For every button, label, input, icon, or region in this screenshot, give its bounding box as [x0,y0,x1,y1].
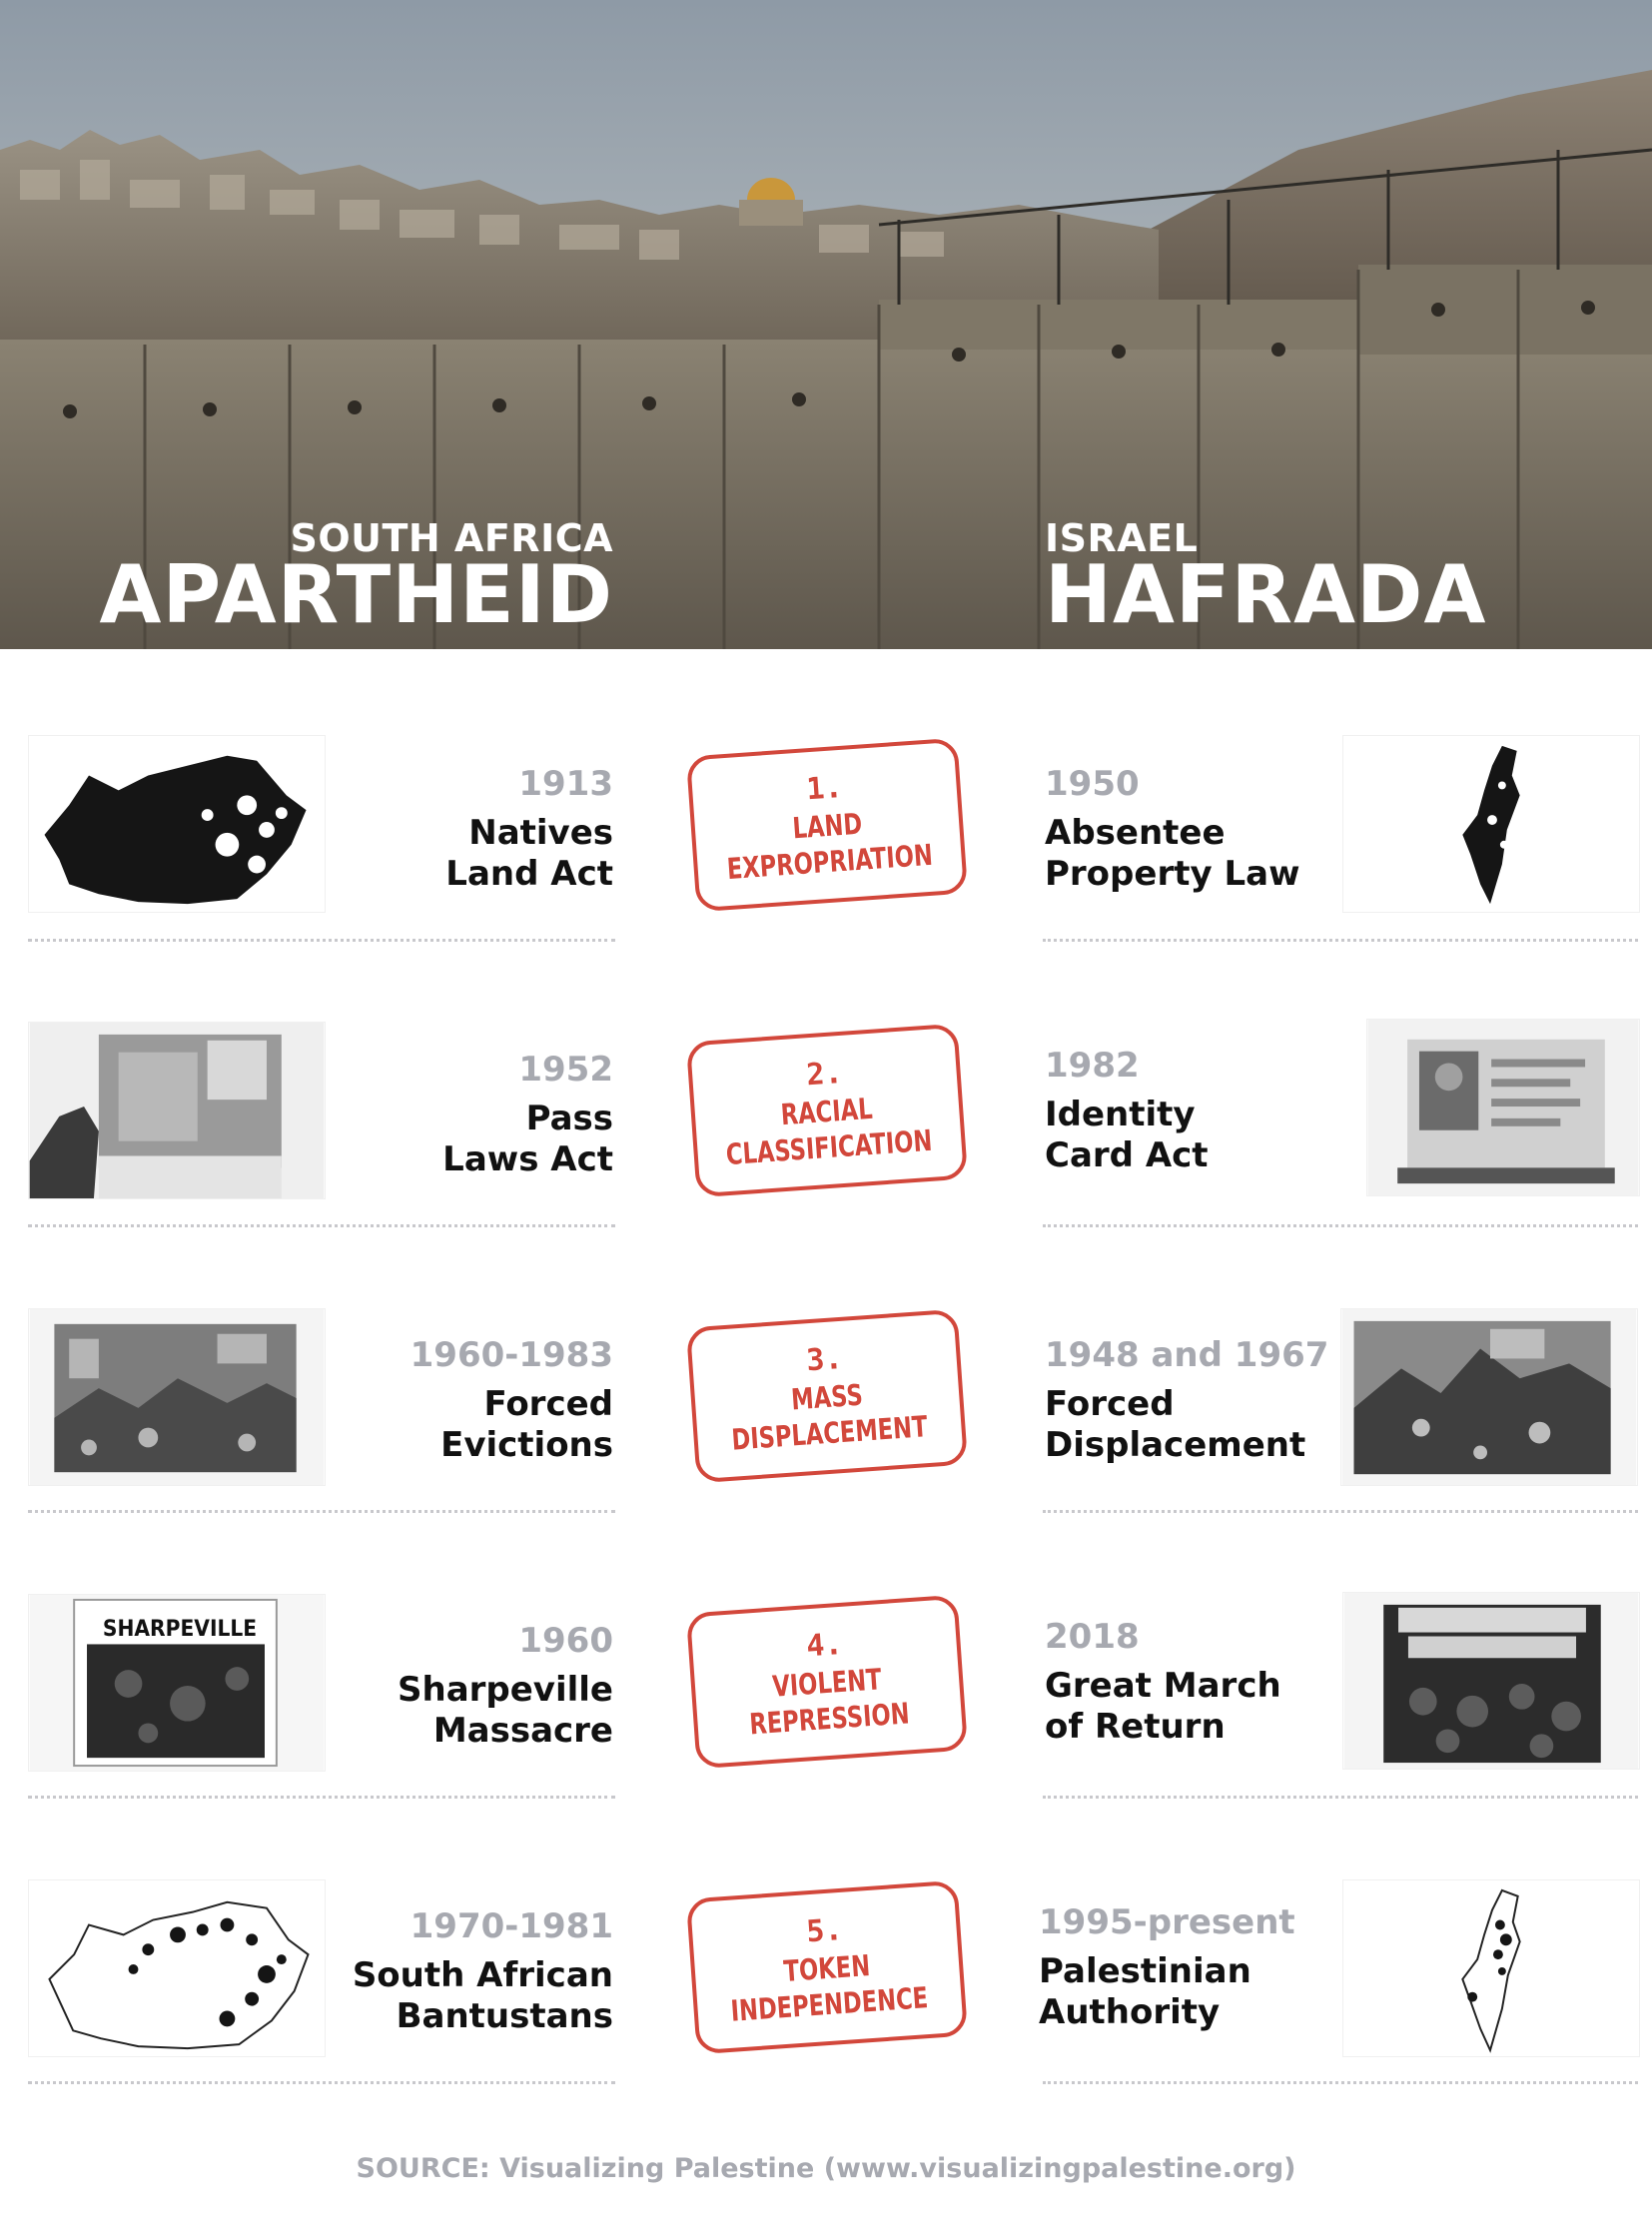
category-stamp [686,1024,968,1198]
row-divider [28,1510,615,1513]
category-label: VIOLENT REPRESSION [748,1662,911,1742]
row-divider [1043,1224,1638,1227]
event-year: 1948 and 1967 [1045,1335,1329,1375]
palestine-map-image [1342,735,1640,913]
event-title: Natives Land Act [445,813,613,894]
category-number: 2. [805,1055,844,1094]
event-title: Absentee Property Law [1045,813,1300,894]
demolition-photo-image [28,1308,326,1486]
hero-banner [0,0,1652,649]
right-system-title: HAFRADA [1045,548,1487,641]
event-year: 1995-present [1039,1902,1295,1942]
category-stamp [686,738,968,913]
category-number: 1. [805,769,844,808]
category-stamp [686,1595,968,1770]
row-divider [1043,939,1638,942]
left-system-title: APARTHEID [99,548,613,641]
event-title: Identity Card Act [1045,1095,1209,1175]
event-year: 1960 [518,1621,613,1661]
category-label: LAND EXPROPRIATION [725,806,934,887]
category-label: TOKEN INDEPENDENCE [729,1948,930,2028]
category-stamp [686,1309,968,1484]
pa-map-image [1342,1879,1640,2057]
event-year: 2018 [1045,1617,1140,1657]
event-title: Forced Displacement [1045,1384,1306,1465]
event-title: Great March of Return [1045,1666,1281,1747]
event-year: 1913 [518,764,613,804]
poster-caption: SHARPEVILLE [102,1617,258,1642]
row-divider [28,1796,615,1799]
event-title: Pass Laws Act [442,1099,613,1179]
event-title: South African Bantustans [352,1955,613,2036]
category-number: 3. [805,1340,844,1379]
event-year: 1960-1983 [410,1335,613,1375]
south-africa-map-image [28,735,326,913]
category-stamp [686,1880,968,2055]
comparison-row-racial-classification [0,1015,1652,1300]
rubble-photo-image [1340,1308,1638,1486]
event-year: 1982 [1045,1046,1140,1086]
id-card-photo-image [1366,1019,1640,1196]
comparison-row-violent-repression [0,1586,1652,1871]
category-label: RACIAL CLASSIFICATION [725,1091,934,1172]
event-title: Forced Evictions [440,1384,613,1465]
event-year: 1950 [1045,764,1140,804]
category-number: 4. [805,1626,844,1665]
source-credit: SOURCE: Visualizing Palestine (www.visualizingpalestine.org) [356,2153,1296,2184]
comparison-row-token-independence [0,1871,1652,2157]
event-title: Sharpeville Massacre [398,1670,613,1751]
event-year: 1952 [518,1050,613,1090]
left-country-label: SOUTH AFRICA [290,516,613,560]
row-divider [28,1224,615,1227]
event-year: 1970-1981 [410,1906,613,1946]
category-label: MASS DISPLACEMENT [730,1377,929,1457]
row-divider [1043,2081,1638,2084]
passbook-photo-image [28,1022,326,1199]
row-divider [28,939,615,942]
right-country-label: ISRAEL [1045,516,1199,560]
category-number: 5. [805,1911,844,1950]
event-title: Palestinian Authority [1039,1951,1251,2032]
row-divider [1043,1510,1638,1513]
comparison-row-land-expropriation [0,729,1652,1015]
row-divider [1043,1796,1638,1799]
protest-photo-image [1342,1592,1640,1770]
row-divider [28,2081,615,2084]
comparison-row-mass-displacement [0,1300,1652,1586]
